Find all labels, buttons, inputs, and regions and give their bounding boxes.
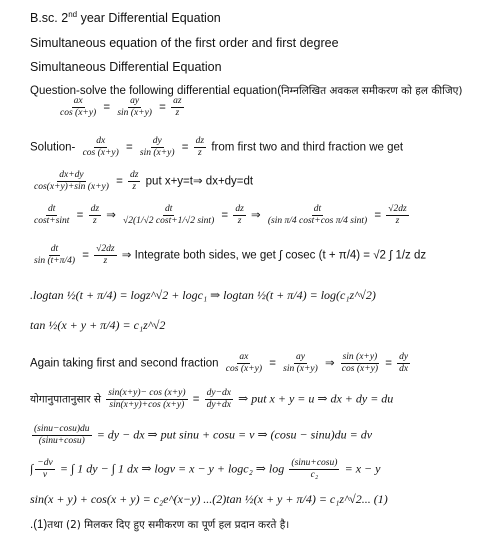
fraction: $\frac{az}{z}$ bbox=[173, 96, 182, 118]
step-componendo: योगानुपातानुसार से $\frac{\sin(x+y)- \cos (x+y)}{\sin(x+y)+\cos (x+y)}$ = $\frac{dy-dx}{dy+dx}$ ⇒ put x + y = u ⇒ dx + dy = du bbox=[30, 388, 394, 410]
course-text: B.sc. 2 bbox=[30, 11, 69, 26]
step-trig-form: $\frac{dt}{\cos t+\sin t}$ = $\frac{dz}{z}$ ⇒ $\frac{dt}{√2(1/√2 \cos t+1/√2 \sin t)}$ = $\frac{dz}{z}$ ⇒ $\frac{dt}{\text{(sin π/4 cost+cos π/4 sint)}}$ = $\frac{√2dz}{z}$ bbox=[34, 204, 407, 226]
fraction: $\frac{\sin(x+y)- \cos (x+y)}{\sin(x+y)+\cos (x+y)}$ bbox=[108, 388, 186, 410]
fraction: $\frac{dt}{\sin (t+\pi/4)}$ bbox=[34, 244, 75, 266]
step-text-end: = x − y bbox=[344, 461, 381, 476]
step-text: put x+y=t⇒ dx+dy=dt bbox=[145, 175, 254, 188]
course-heading bbox=[30, 8, 480, 25]
fraction: $\frac{dt}{\text{(sin π/4 cost+cos π/4 sint)}}$ bbox=[267, 204, 368, 226]
fraction: $\frac{dz}{z}$ bbox=[235, 204, 244, 226]
fraction: $\frac{ax}{\cos (x+y)}$ bbox=[225, 352, 263, 374]
fraction: $\frac{dx}{\cos (x+y)}$ bbox=[82, 136, 119, 158]
fraction: $\frac{ax}{\cos (x+y)}$ bbox=[60, 96, 97, 118]
fraction: $\frac{dz}{z}$ bbox=[130, 170, 139, 192]
fraction: $\frac{dz}{z}$ bbox=[195, 136, 205, 158]
fraction: $\frac{-dv}{v}$ bbox=[37, 458, 53, 480]
question-equation: $\frac{ax}{\cos (x+y)}$ = $\frac{ay}{\sin (x+y)}$ = $\frac{az}{z}$ bbox=[60, 96, 182, 118]
solution-line: Solution- $\frac{dx}{\cos (x+y)}$ = $\frac{dy}{\sin (x+y)}$ = $\frac{dz}{z}$ from first two and third fraction we get bbox=[30, 136, 404, 158]
conclusion-ref: .(1) bbox=[30, 519, 48, 531]
step-text: = ∫ 1 dy − ∫ 1 dx ⇒ logv = x − y + logc₂ ⇒ log bbox=[59, 461, 285, 476]
fraction: $\frac{dz}{z}$ bbox=[90, 204, 100, 226]
conclusion-line bbox=[30, 518, 480, 532]
course-superscript: nd bbox=[68, 10, 78, 19]
step-text: Again taking first and second fraction bbox=[30, 357, 219, 370]
fraction: $\frac{√2dz}{z}$ bbox=[388, 204, 407, 226]
fraction: $\frac{dy-dx}{dy+dx}$ bbox=[206, 388, 231, 410]
fraction: $\frac{ay}{\sin (x+y)}$ bbox=[117, 96, 152, 118]
conclusion-hindi: तथा (2) मिलकर दिए हुए समीकरण का पूर्ण हल प्रदान करते है। bbox=[47, 519, 290, 531]
step-log-result: .logtan ½(t + π/4) = logz^√2 + logc₁ ⇒ logtan ½(t + π/4) = log(c₁z^√2) bbox=[30, 288, 376, 302]
step-integrate: $\frac{dt}{\sin (t+\pi/4)}$ = $\frac{√2dz}{z}$ ⇒ Integrate both sides, we get ∫ cosec (t + π/4) = √2 ∫ 1/z dz bbox=[34, 244, 427, 266]
question-text: Question-solve the following differential equation( bbox=[30, 85, 282, 97]
step-substitution: $\frac{dx+dy}{\cos(x+y)+\sin (x+y)}$ = $\frac{dz}{z}$ put x+y=t⇒ dx+dy=dt bbox=[34, 170, 254, 192]
fraction: $\frac{(\sin u+\cos u)}{\text{c₂}}$ bbox=[291, 458, 338, 480]
fraction: $\frac{dy}{\sin (x+y)}$ bbox=[139, 136, 175, 158]
solution-label: Solution- bbox=[30, 141, 76, 154]
step-integrate-v: ∫ $\frac{-dv}{v}$ = ∫ 1 dy − ∫ 1 dx ⇒ logv = x − y + logc₂ ⇒ log $\frac{(\sin u+\cos u)}{\text{c₂}}$ = x − y bbox=[30, 458, 381, 480]
step-tan-result: tan ½(x + y + π/4) = c₁z^√2 bbox=[30, 318, 166, 332]
subtopic-heading: Simultaneous Differential Equation bbox=[30, 60, 222, 74]
step-hindi-label: योगानुपातानुसार से bbox=[30, 393, 102, 406]
solution-note: from first two and third fraction we get bbox=[211, 141, 404, 154]
step-final-equations: sin(x + y) + cos(x + y) = c₂e^(x−y) ...(2)tan ½(x + y + π/4) = c₁z^√2... (1) bbox=[30, 492, 388, 506]
step-second-pair: Again taking first and second fraction $\frac{ax}{\cos (x+y)}$ = $\frac{ay}{\sin (x+y)}$ ⇒ $\frac{\sin (x+y)}{\cos (x+y)}$ = $\frac{dy}{dx}$ bbox=[30, 352, 409, 374]
fraction: $\frac{\sin (x+y)}{\cos (x+y)}$ bbox=[341, 352, 379, 374]
step-text: ⇒ put x + y = u ⇒ dx + dy = du bbox=[238, 391, 394, 406]
fraction: $\frac{ay}{\sin (x+y)}$ bbox=[283, 352, 318, 374]
fraction: $\frac{(\sin u-\cos u)du}{(\sin u+\cos u)}$ bbox=[34, 424, 90, 446]
question-hindi: निम्नलिखित अवकल समीकरण को हल कीजिए) bbox=[281, 85, 463, 97]
fraction: $\frac{dt}{\cos t+\sin t}$ bbox=[34, 204, 70, 226]
fraction: $\frac{dx+dy}{\cos(x+y)+\sin (x+y)}$ bbox=[34, 170, 109, 192]
step-text: = dy − dx ⇒ put sinu + cosu = v ⇒ (cosu − sinu)du = dv bbox=[96, 427, 373, 442]
fraction: $\frac{dy}{dx}$ bbox=[399, 352, 409, 374]
step-text: ⇒ Integrate both sides, we get ∫ cosec (t + π/4) = √2 ∫ 1/z dz bbox=[121, 249, 427, 262]
step-sub-u bbox=[30, 424, 480, 447]
fraction: $\frac{√2dz}{z}$ bbox=[96, 244, 115, 266]
fraction: $\frac{dt}{√2(1/√2 \cos t+1/√2 \sin t)}$ bbox=[123, 204, 215, 226]
course-rest-text: year Differential Equation bbox=[77, 11, 221, 26]
topic-heading: Simultaneous equation of the first order and first degree bbox=[30, 36, 339, 50]
